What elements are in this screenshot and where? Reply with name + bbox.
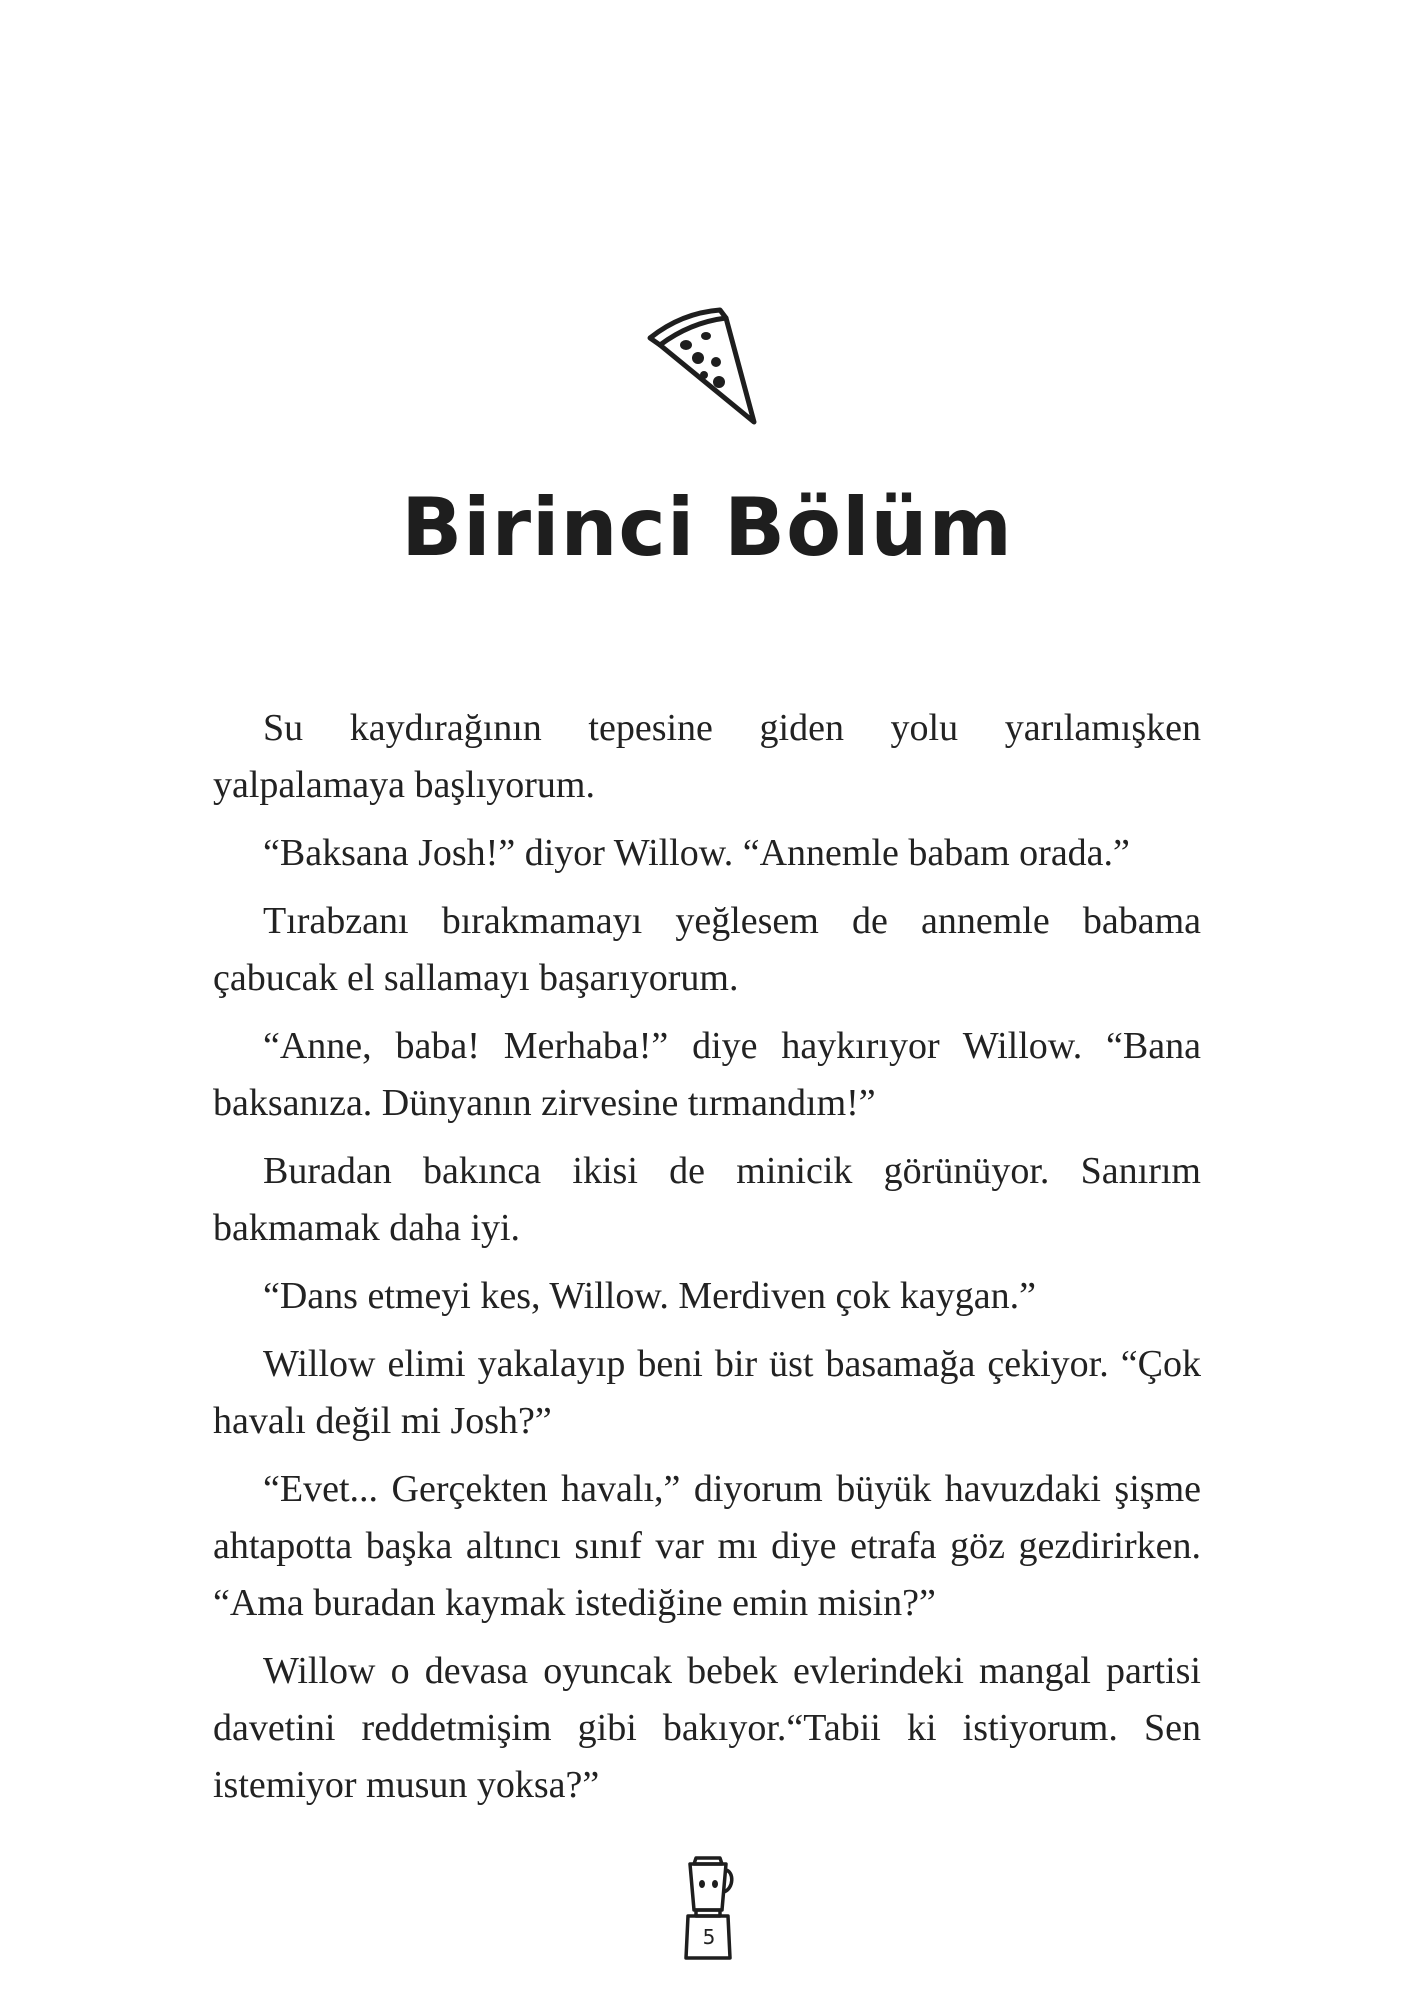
- paragraph: Tırabzanı bırakmamayı yeğlesem de annemle babama çabucak el sallamayı başarıyorum.: [213, 900, 1201, 999]
- paragraph: Buradan bakınca ikisi de minicik görünüyor. Sanırım bakmamak daha iyi.: [213, 1150, 1201, 1249]
- paragraph: Willow o devasa oyuncak bebek evlerindeki mangal partisi davetini reddetmişim gibi bakıyor.“Tabii ki istiyorum. Sen istemiyor musun yoksa?”: [213, 1650, 1201, 1806]
- chapter-body: [213, 700, 1201, 1825]
- paragraph: “Baksana Josh!” diyor Willow. “Annemle babam orada.”: [263, 832, 1130, 874]
- chapter-title: Birinci Bölüm: [401, 481, 1013, 574]
- paragraph: “Anne, baba! Merhaba!” diye haykırıyor Willow. “Bana baksanıza. Dünyanın zirvesine tırmandım!”: [213, 1025, 1201, 1124]
- pizza-slice-icon: [636, 300, 766, 430]
- paragraph: “Evet... Gerçekten havalı,” diyorum büyük havuzdaki şişme ahtapotta başka altıncı sınıf var mı diye etrafa göz gezdirirken. “Ama buradan kaymak istediğine emin misin?”: [213, 1468, 1201, 1624]
- page-number: 5: [702, 1925, 716, 1949]
- paragraph: Su kaydırağının tepesine giden yolu yarılamışken yalpalamaya başlıyorum.: [213, 707, 1201, 806]
- paragraph: Willow elimi yakalayıp beni bir üst basamağa çekiyor. “Çok havalı değil mi Josh?”: [213, 1343, 1201, 1442]
- paragraph: “Dans etmeyi kes, Willow. Merdiven çok kaygan.”: [263, 1275, 1037, 1317]
